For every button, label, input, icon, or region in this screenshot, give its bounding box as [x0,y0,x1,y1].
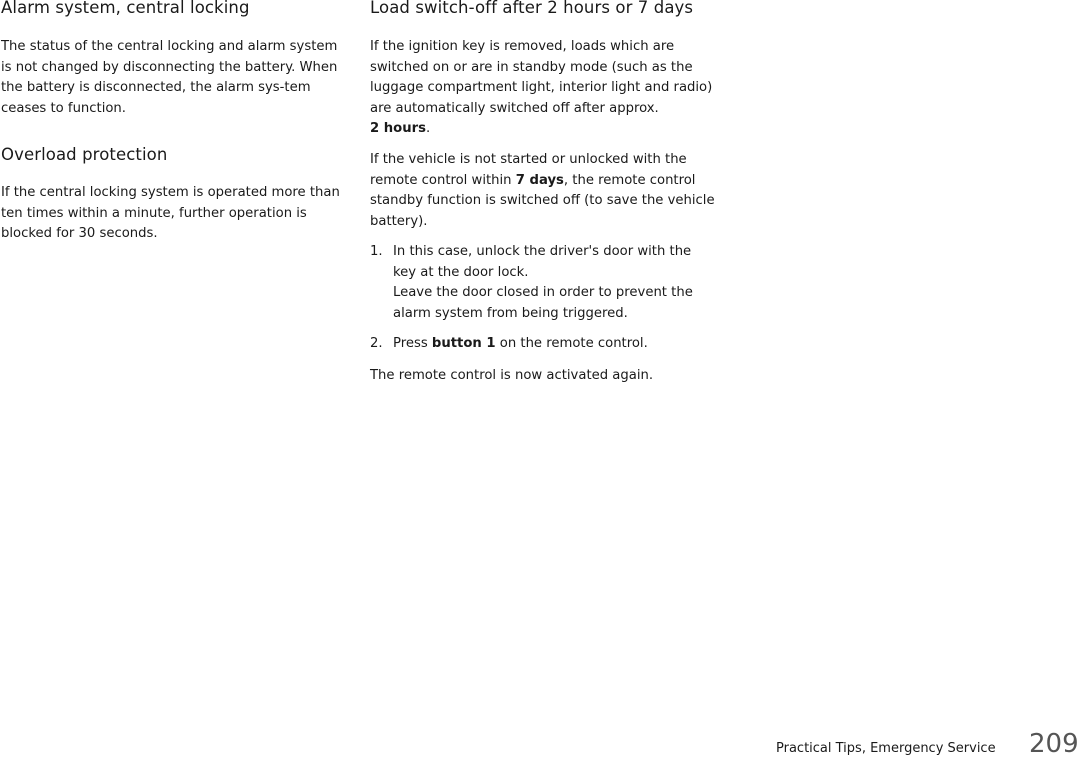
alarm-system-heading: Alarm system, central locking [1,0,250,17]
seven-days-emphasis: 7 days [515,172,564,188]
overload-protection-paragraph: If the central locking system is operated more than ten times within a minute, further operation is blocked for 30 seconds. [1,185,340,241]
page-number: 209 [1029,729,1079,759]
footer-section-label: Practical Tips, Emergency Service [776,741,996,756]
button-1-emphasis: button 1 [431,336,496,351]
step-text-after: on the remote control. [499,336,648,351]
step-text-continued: Leave the door closed in order to prevent the alarm system from being triggered. [393,285,693,321]
alarm-system-paragraph: The status of the central locking and alarm system is not changed by disconnecting the battery. When the battery is disconnected, the alarm sys-tem ceases to function. [1,39,338,116]
ignition-key-period: . [425,121,431,136]
step-text: In this case, unlock the driver's door with the key at the door lock. [393,244,692,280]
list-item [370,334,715,355]
step-number: 1. [370,244,383,259]
list-item [370,242,715,324]
load-switch-off-heading: Load switch-off after 2 hours or 7 days [370,0,694,17]
step-text-before: Press [393,336,428,351]
ignition-key-paragraph [370,37,715,140]
ignition-key-text: If the ignition key is removed, loads which are switched on or are in standby mode (such as the luggage compartment light, interior light and radio) are automatically switched off after approx. [370,39,713,116]
seven-days-paragraph [370,150,715,232]
remote-activated-paragraph: The remote control is now activated again. [370,368,654,383]
reactivation-steps-list [370,242,715,355]
overload-protection-heading: Overload protection [1,145,168,164]
two-hours-emphasis: 2 hours [370,121,426,136]
seven-days-text-before: If the vehicle is not started or unlocked with the remote control within [370,152,687,188]
step-number: 2. [370,336,383,351]
seven-days-text-after: , the remote control standby function is switched off (to save the vehicle battery). [370,172,715,229]
